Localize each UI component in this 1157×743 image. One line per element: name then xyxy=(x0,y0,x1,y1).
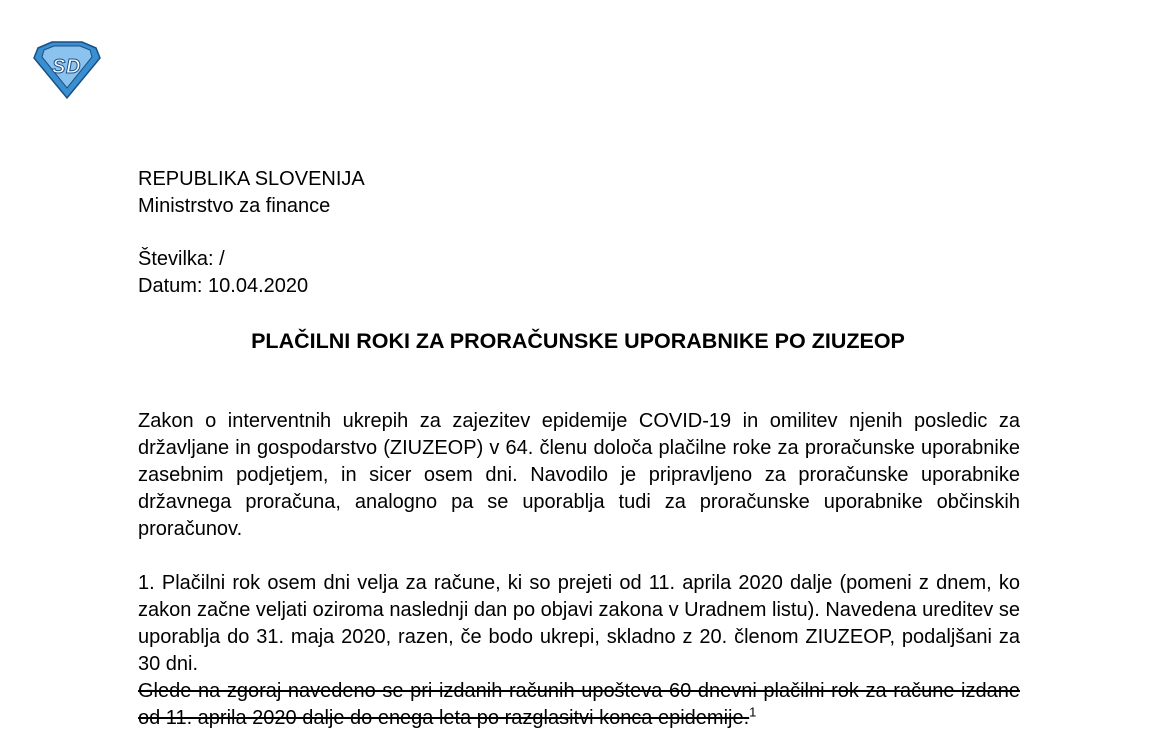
footnote-marker[interactable]: 1 xyxy=(749,704,757,720)
svg-text:S: S xyxy=(52,56,66,78)
document-title: PLAČILNI ROKI ZA PRORAČUNSKE UPORABNIKE PO ZIUZEOP xyxy=(251,329,905,353)
ministry-name: Ministrstvo za finance xyxy=(138,195,331,217)
paragraph-intro: Zakon o interventnih ukrepih za zajezitev epidemije COVID-19 in omilitev njenih posledic za državljane in gospodarstvo (ZIUZEOP) v 64. členu določa plačilne roke za proračunske uporabnike zasebnim podjetjem, in sicer osem dni. Navodilo je pripravljeno za proračunske uporabnike državnega proračuna, analogno pa se uporablja tudi za proračunske uporabnike občinskih proračunov. xyxy=(138,410,1020,540)
ministry-logo xyxy=(30,40,104,100)
paragraph-struck xyxy=(138,678,1020,732)
svg-text:D: D xyxy=(66,56,81,78)
paragraph-point-1: 1. Plačilni rok osem dni velja za račune, ki so prejeti od 11. aprila 2020 dalje (pomeni z dnem, ko zakon začne veljati oziroma naslednji dan po objavi zakona v Uradnem listu). Navedena ureditev se uporablja do 31. maja 2020, razen, če bodo ukrepi, skladno z 20. členom ZIUZEOP, podaljšani za 30 dni. xyxy=(138,572,1020,675)
document-header xyxy=(138,166,365,220)
document-meta xyxy=(138,246,308,300)
struck-text: Glede na zgoraj navedeno se pri izdanih računih upošteva 60 dnevni plačilni rok za račune izdane od 11. aprila 2020 dalje do enega leta po razglasitvi konca epidemije. xyxy=(138,680,1020,729)
document-date: Datum: 10.04.2020 xyxy=(138,275,309,297)
document-number: Številka: / xyxy=(138,248,225,270)
country-name: REPUBLIKA SLOVENIJA xyxy=(138,168,365,190)
